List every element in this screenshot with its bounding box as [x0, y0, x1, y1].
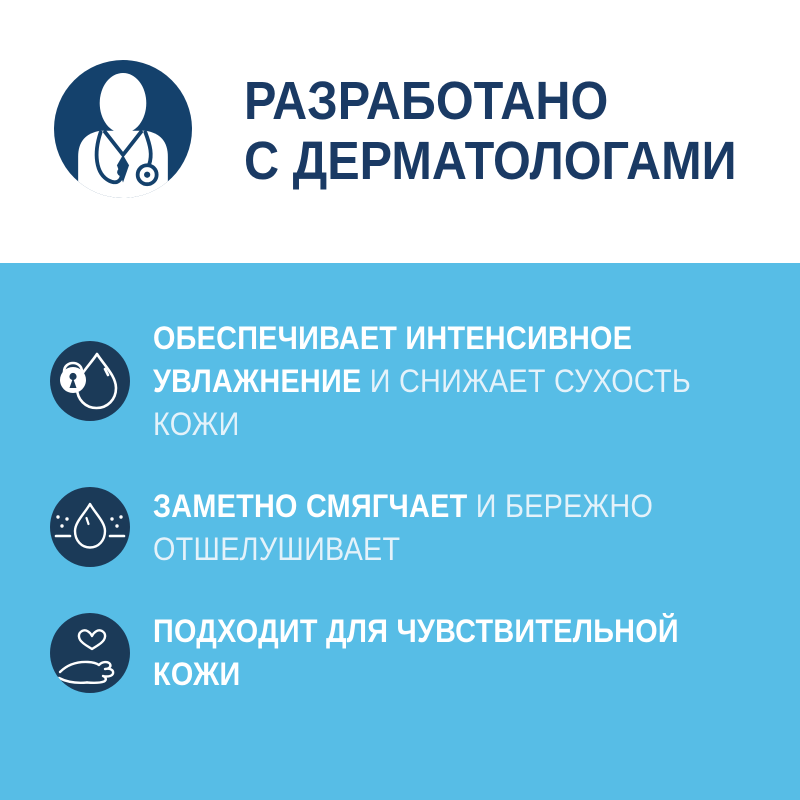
- benefit-text-moisturizing: [153, 317, 691, 446]
- hand-heart-icon-glyph: [50, 613, 130, 693]
- page-title-line2: С ДЕРМАТОЛОГАМИ: [244, 131, 737, 191]
- benefit-text-line: ОТШЕЛУШИВАЕТ: [153, 531, 401, 567]
- moisture-lock-icon-glyph: [50, 341, 130, 421]
- benefit-text-line: УВЛАЖНЕНИЕ И СНИЖАЕТ СУХОСТЬ: [153, 363, 692, 399]
- benefit-text-softening: [153, 485, 653, 571]
- page-title-line1: РАЗРАБОТАНО: [244, 71, 609, 131]
- benefit-text-line: ОБЕСПЕЧИВАЕТ ИНТЕНСИВНОЕ: [153, 320, 633, 356]
- benefit-text-sensitive-skin: [153, 610, 679, 696]
- benefit-text-line: ПОДХОДИТ ДЛЯ ЧУВСТВИТЕЛЬНОЙ: [153, 613, 679, 649]
- benefit-text-line: ЗАМЕТНО СМЯГЧАЕТ И БЕРЕЖНО: [153, 488, 654, 524]
- page-title: [244, 71, 737, 191]
- hand-heart-icon: [50, 613, 130, 693]
- exfoliation-drop-icon: [50, 487, 130, 567]
- moisture-lock-icon: [50, 341, 130, 421]
- benefit-text-line: КОЖИ: [153, 656, 241, 692]
- benefit-text-line: КОЖИ: [153, 406, 240, 442]
- exfoliation-drop-icon-glyph: [50, 487, 130, 567]
- doctor-icon: [54, 60, 192, 198]
- doctor-icon-glyph: [54, 60, 192, 198]
- header-section: [0, 0, 800, 263]
